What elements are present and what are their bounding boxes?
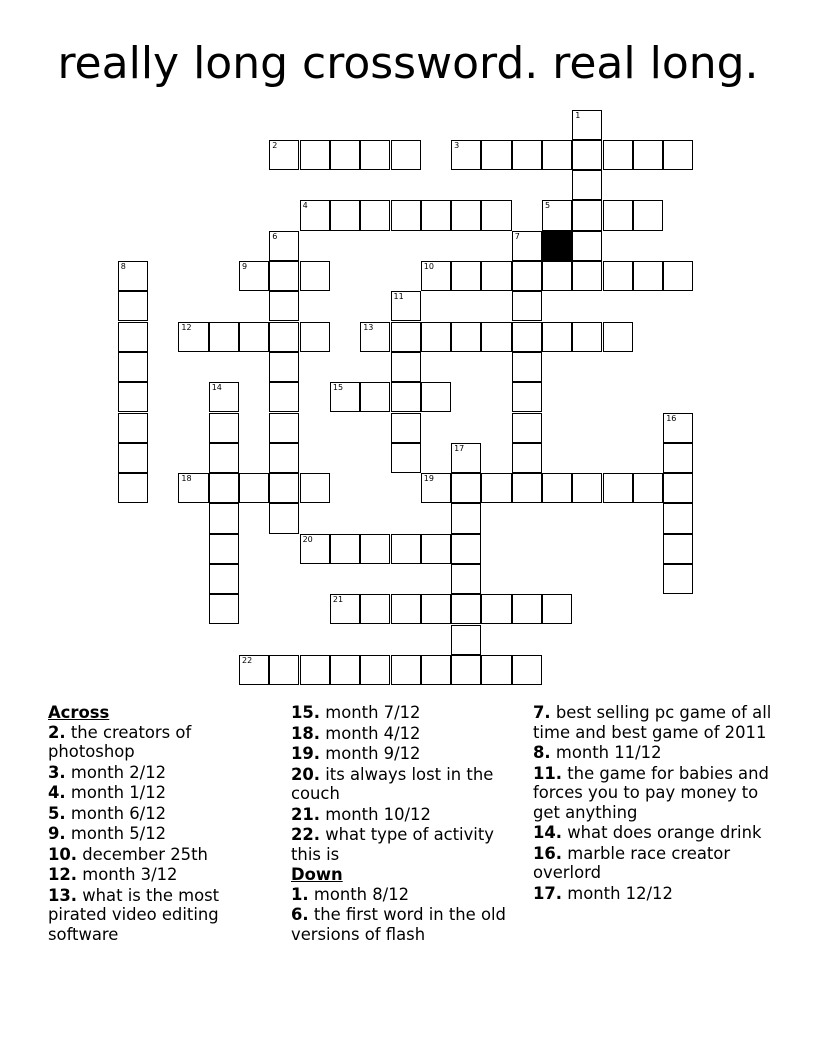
- grid-cell[interactable]: [512, 443, 542, 473]
- grid-cell[interactable]: [512, 261, 542, 291]
- grid-cell[interactable]: [118, 322, 148, 352]
- clue-item: [48, 783, 248, 803]
- grid-cell[interactable]: [118, 352, 148, 382]
- grid-cell[interactable]: [209, 564, 239, 594]
- clue-text: month 10/12: [320, 804, 431, 824]
- clue-text: what does orange drink: [562, 823, 762, 842]
- clue-num: 21.: [291, 804, 321, 824]
- grid-cell[interactable]: [542, 594, 572, 624]
- down-heading: Down: [291, 865, 343, 884]
- clue-num: 22.: [291, 825, 321, 844]
- clue-text: month 9/12: [320, 744, 421, 763]
- grid-cell[interactable]: [512, 655, 542, 685]
- grid-cell[interactable]: [451, 594, 481, 624]
- grid-cell[interactable]: [451, 443, 481, 473]
- grid-cell[interactable]: [269, 655, 299, 685]
- grid-cell[interactable]: [542, 140, 572, 170]
- clue-item: [291, 744, 521, 764]
- grid-cell[interactable]: [603, 473, 633, 503]
- grid-cell[interactable]: [269, 140, 299, 170]
- clue-item: [291, 724, 521, 744]
- grid-cell[interactable]: [300, 534, 330, 564]
- grid-cell[interactable]: [481, 473, 511, 503]
- grid-cell[interactable]: [421, 261, 451, 291]
- clue-num: 4.: [48, 783, 66, 802]
- grid-cell[interactable]: [572, 261, 602, 291]
- clue-number: 12: [181, 322, 192, 332]
- grid-cell[interactable]: [421, 322, 451, 352]
- grid-cell[interactable]: [512, 291, 542, 321]
- grid-cell[interactable]: [239, 322, 269, 352]
- clue-number: 1: [575, 110, 581, 120]
- grid-cell[interactable]: [391, 443, 421, 473]
- clue-num: 1.: [291, 884, 309, 904]
- clue-item: [291, 765, 521, 804]
- grid-cell[interactable]: [391, 200, 421, 230]
- clue-item: [291, 825, 521, 864]
- clue-number: 14: [211, 383, 222, 393]
- grid-cell[interactable]: [481, 655, 511, 685]
- clue-text: month 7/12: [320, 703, 421, 722]
- grid-cell[interactable]: [300, 140, 330, 170]
- clue-item: [48, 845, 248, 865]
- grid-cell[interactable]: [269, 503, 299, 533]
- grid-cell[interactable]: [663, 473, 693, 503]
- grid-cell[interactable]: [663, 564, 693, 594]
- grid-cell[interactable]: [663, 140, 693, 170]
- clue-item: [291, 885, 521, 905]
- grid-cell[interactable]: [330, 594, 360, 624]
- clue-number: 9: [242, 262, 248, 271]
- clue-item: [48, 824, 248, 844]
- clue-number: 16: [666, 413, 677, 423]
- grid-cell[interactable]: [209, 413, 239, 443]
- grid-cell[interactable]: [118, 261, 148, 291]
- grid-cell[interactable]: [300, 655, 330, 685]
- clue-number: 4: [302, 201, 308, 211]
- grid-cell[interactable]: [421, 473, 451, 503]
- grid-cell[interactable]: [360, 322, 390, 352]
- grid-cell[interactable]: [209, 382, 239, 412]
- clue-num: 19.: [291, 744, 321, 763]
- grid-cell[interactable]: [391, 534, 421, 564]
- clue-number: 2: [272, 140, 278, 150]
- grid-cell[interactable]: [633, 261, 663, 291]
- grid-cell[interactable]: [209, 503, 239, 533]
- grid-cell[interactable]: [572, 200, 602, 230]
- clue-number: 6: [272, 231, 278, 241]
- clue-text: december 25th: [77, 844, 208, 864]
- grid-cell[interactable]: [451, 625, 481, 655]
- clue-item: [48, 723, 248, 762]
- clue-text: month 8/12: [308, 884, 410, 904]
- grid-cell[interactable]: [421, 655, 451, 685]
- black-cell: [542, 231, 572, 261]
- clue-text: month 12/12: [562, 883, 673, 903]
- clue-num: 7.: [533, 703, 551, 722]
- clue-num: 16.: [533, 843, 563, 863]
- clue-item: [533, 884, 773, 904]
- clue-item: [48, 763, 248, 783]
- clue-number: 19: [423, 474, 434, 484]
- grid-cell[interactable]: [572, 110, 602, 140]
- clues-column-2: [291, 703, 521, 945]
- clue-text: month 2/12: [65, 762, 167, 782]
- clue-text: the first word in the old versions of flash: [291, 905, 506, 944]
- clue-text: the creators of photoshop: [48, 722, 192, 761]
- clue-num: 8.: [533, 743, 551, 762]
- grid-cell[interactable]: [300, 200, 330, 230]
- clue-item: [533, 764, 773, 823]
- grid-cell[interactable]: [269, 382, 299, 412]
- grid-cell[interactable]: [572, 170, 602, 200]
- clues-column-1: [48, 703, 248, 945]
- grid-cell[interactable]: [603, 322, 633, 352]
- clue-number: 15: [332, 383, 344, 393]
- grid-cell[interactable]: [330, 200, 360, 230]
- grid-cell[interactable]: [269, 261, 299, 291]
- grid-cell[interactable]: [300, 261, 330, 291]
- grid-cell[interactable]: [330, 382, 360, 412]
- clue-text: what type of activity this is: [291, 825, 494, 864]
- clue-text: its always lost in the couch: [291, 764, 494, 803]
- grid-cell[interactable]: [209, 594, 239, 624]
- grid-cell[interactable]: [360, 140, 390, 170]
- grid-cell[interactable]: [118, 413, 148, 443]
- grid-cell[interactable]: [118, 382, 148, 412]
- grid-cell[interactable]: [603, 140, 633, 170]
- clue-num: 9.: [48, 824, 66, 843]
- grid-cell[interactable]: [300, 322, 330, 352]
- across-heading: Across: [48, 703, 110, 722]
- grid-cell[interactable]: [269, 352, 299, 382]
- clue-text: month 11/12: [550, 743, 662, 762]
- grid-cell[interactable]: [391, 352, 421, 382]
- grid-cell[interactable]: [663, 503, 693, 533]
- clue-num: 15.: [291, 703, 321, 722]
- clue-number: 8: [120, 262, 126, 271]
- grid-cell[interactable]: [512, 594, 542, 624]
- grid-cell[interactable]: [178, 473, 208, 503]
- grid-cell[interactable]: [391, 655, 421, 685]
- grid-cell[interactable]: [360, 594, 390, 624]
- grid-cell[interactable]: [391, 382, 421, 412]
- grid-cell[interactable]: [512, 352, 542, 382]
- grid-cell[interactable]: [330, 140, 360, 170]
- grid-cell[interactable]: [118, 443, 148, 473]
- grid-cell[interactable]: [663, 534, 693, 564]
- grid-cell[interactable]: [542, 322, 572, 352]
- grid-cell[interactable]: [421, 534, 451, 564]
- clue-item: [291, 805, 521, 825]
- grid-cell[interactable]: [451, 534, 481, 564]
- grid-cell[interactable]: [330, 655, 360, 685]
- grid-cell[interactable]: [118, 473, 148, 503]
- grid-cell[interactable]: [269, 443, 299, 473]
- clue-num: 6.: [291, 905, 309, 924]
- grid-cell[interactable]: [572, 231, 602, 261]
- clue-text: month 6/12: [65, 803, 167, 823]
- clue-item: [533, 703, 773, 742]
- grid-cell[interactable]: [269, 413, 299, 443]
- grid-cell[interactable]: [391, 322, 421, 352]
- clue-number: 5: [545, 201, 551, 211]
- grid-cell[interactable]: [360, 655, 390, 685]
- clue-number: 21: [332, 595, 344, 605]
- grid-cell[interactable]: [633, 140, 663, 170]
- clues-column-3: [533, 703, 773, 904]
- grid-cell[interactable]: [239, 655, 269, 685]
- grid-cell[interactable]: [209, 473, 239, 503]
- clue-num: 3.: [48, 762, 66, 782]
- grid-cell[interactable]: [663, 413, 693, 443]
- grid-cell[interactable]: [421, 594, 451, 624]
- clue-number: 13: [363, 322, 374, 332]
- grid-cell[interactable]: [481, 594, 511, 624]
- grid-cell[interactable]: [239, 261, 269, 291]
- clue-num: 5.: [48, 803, 66, 823]
- grid-cell[interactable]: [512, 322, 542, 352]
- clue-text: month 3/12: [77, 865, 178, 884]
- grid-cell[interactable]: [481, 140, 511, 170]
- clue-num: 12.: [48, 865, 78, 884]
- clue-text: month 5/12: [65, 824, 167, 843]
- clue-num: 13.: [48, 885, 78, 905]
- clue-text: what is the most pirated video editing software: [48, 885, 220, 944]
- grid-cell[interactable]: [269, 231, 299, 261]
- clue-item: [291, 905, 521, 944]
- grid-cell[interactable]: [572, 322, 602, 352]
- grid-cell[interactable]: [451, 140, 481, 170]
- grid-cell[interactable]: [481, 322, 511, 352]
- grid-cell[interactable]: [269, 291, 299, 321]
- grid-cell[interactable]: [209, 322, 239, 352]
- grid-cell[interactable]: [512, 413, 542, 443]
- clue-item: [533, 743, 773, 763]
- clue-item: [48, 886, 248, 945]
- clue-number: 7: [514, 231, 520, 241]
- clue-num: 11.: [533, 763, 563, 783]
- grid-cell[interactable]: [421, 200, 451, 230]
- clue-num: 17.: [533, 883, 563, 903]
- grid-cell[interactable]: [209, 534, 239, 564]
- grid-cell[interactable]: [663, 261, 693, 291]
- clue-num: 10.: [48, 844, 78, 864]
- clue-num: 20.: [291, 764, 321, 784]
- clue-item: [533, 823, 773, 843]
- grid-cell[interactable]: [269, 473, 299, 503]
- grid-cell[interactable]: [451, 655, 481, 685]
- grid-cell[interactable]: [633, 200, 663, 230]
- grid-cell[interactable]: [391, 140, 421, 170]
- clue-number: 10: [423, 262, 434, 271]
- clue-text: best selling pc game of all time and best game of 2011: [533, 703, 772, 742]
- grid-cell[interactable]: [209, 443, 239, 473]
- clue-text: marble race creator overlord: [533, 843, 731, 882]
- clue-num: 18.: [291, 723, 321, 743]
- grid-cell[interactable]: [391, 594, 421, 624]
- grid-cell[interactable]: [512, 473, 542, 503]
- grid-cell[interactable]: [360, 382, 390, 412]
- grid-cell[interactable]: [603, 200, 633, 230]
- grid-cell[interactable]: [481, 261, 511, 291]
- grid-cell[interactable]: [391, 413, 421, 443]
- grid-cell[interactable]: [481, 200, 511, 230]
- clue-number: 17: [454, 443, 465, 453]
- grid-cell[interactable]: [603, 261, 633, 291]
- grid-cell[interactable]: [572, 473, 602, 503]
- clue-item: [533, 844, 773, 883]
- grid-cell[interactable]: [512, 140, 542, 170]
- grid-cell[interactable]: [542, 261, 572, 291]
- clue-number: 20: [302, 534, 313, 544]
- clue-number: 3: [454, 140, 460, 150]
- clue-item: [48, 865, 248, 885]
- grid-cell[interactable]: [330, 534, 360, 564]
- grid-cell[interactable]: [663, 443, 693, 473]
- grid-cell[interactable]: [512, 231, 542, 261]
- grid-cell[interactable]: [542, 473, 572, 503]
- grid-cell[interactable]: [451, 200, 481, 230]
- clue-item: [48, 804, 248, 824]
- clue-text: month 1/12: [65, 783, 167, 802]
- grid-cell[interactable]: [269, 322, 299, 352]
- grid-cell[interactable]: [451, 261, 481, 291]
- grid-cell[interactable]: [512, 382, 542, 412]
- grid-cell[interactable]: [360, 534, 390, 564]
- grid-cell[interactable]: [633, 473, 663, 503]
- grid-cell[interactable]: [118, 291, 148, 321]
- clue-num: 14.: [533, 823, 563, 842]
- puzzle-title: really long crossword. real long.: [57, 38, 759, 89]
- clue-text: month 4/12: [320, 723, 421, 743]
- clue-text: the game for babies and forces you to pay money to get anything: [533, 763, 769, 822]
- grid-cell[interactable]: [239, 473, 269, 503]
- grid-cell[interactable]: [451, 564, 481, 594]
- clue-num: 2.: [48, 722, 66, 742]
- grid-cell[interactable]: [572, 140, 602, 170]
- clue-number: 22: [242, 655, 253, 665]
- grid-cell[interactable]: [300, 473, 330, 503]
- grid-cell[interactable]: [451, 503, 481, 533]
- clue-item: [291, 703, 521, 723]
- grid-cell[interactable]: [542, 200, 572, 230]
- grid-cell[interactable]: [178, 322, 208, 352]
- clue-number: 11: [393, 292, 404, 302]
- grid-cell[interactable]: [360, 200, 390, 230]
- grid-cell[interactable]: [451, 322, 481, 352]
- clue-number: 18: [181, 474, 192, 484]
- grid-cell[interactable]: [391, 291, 421, 321]
- grid-cell[interactable]: [451, 473, 481, 503]
- grid-cell[interactable]: [421, 382, 451, 412]
